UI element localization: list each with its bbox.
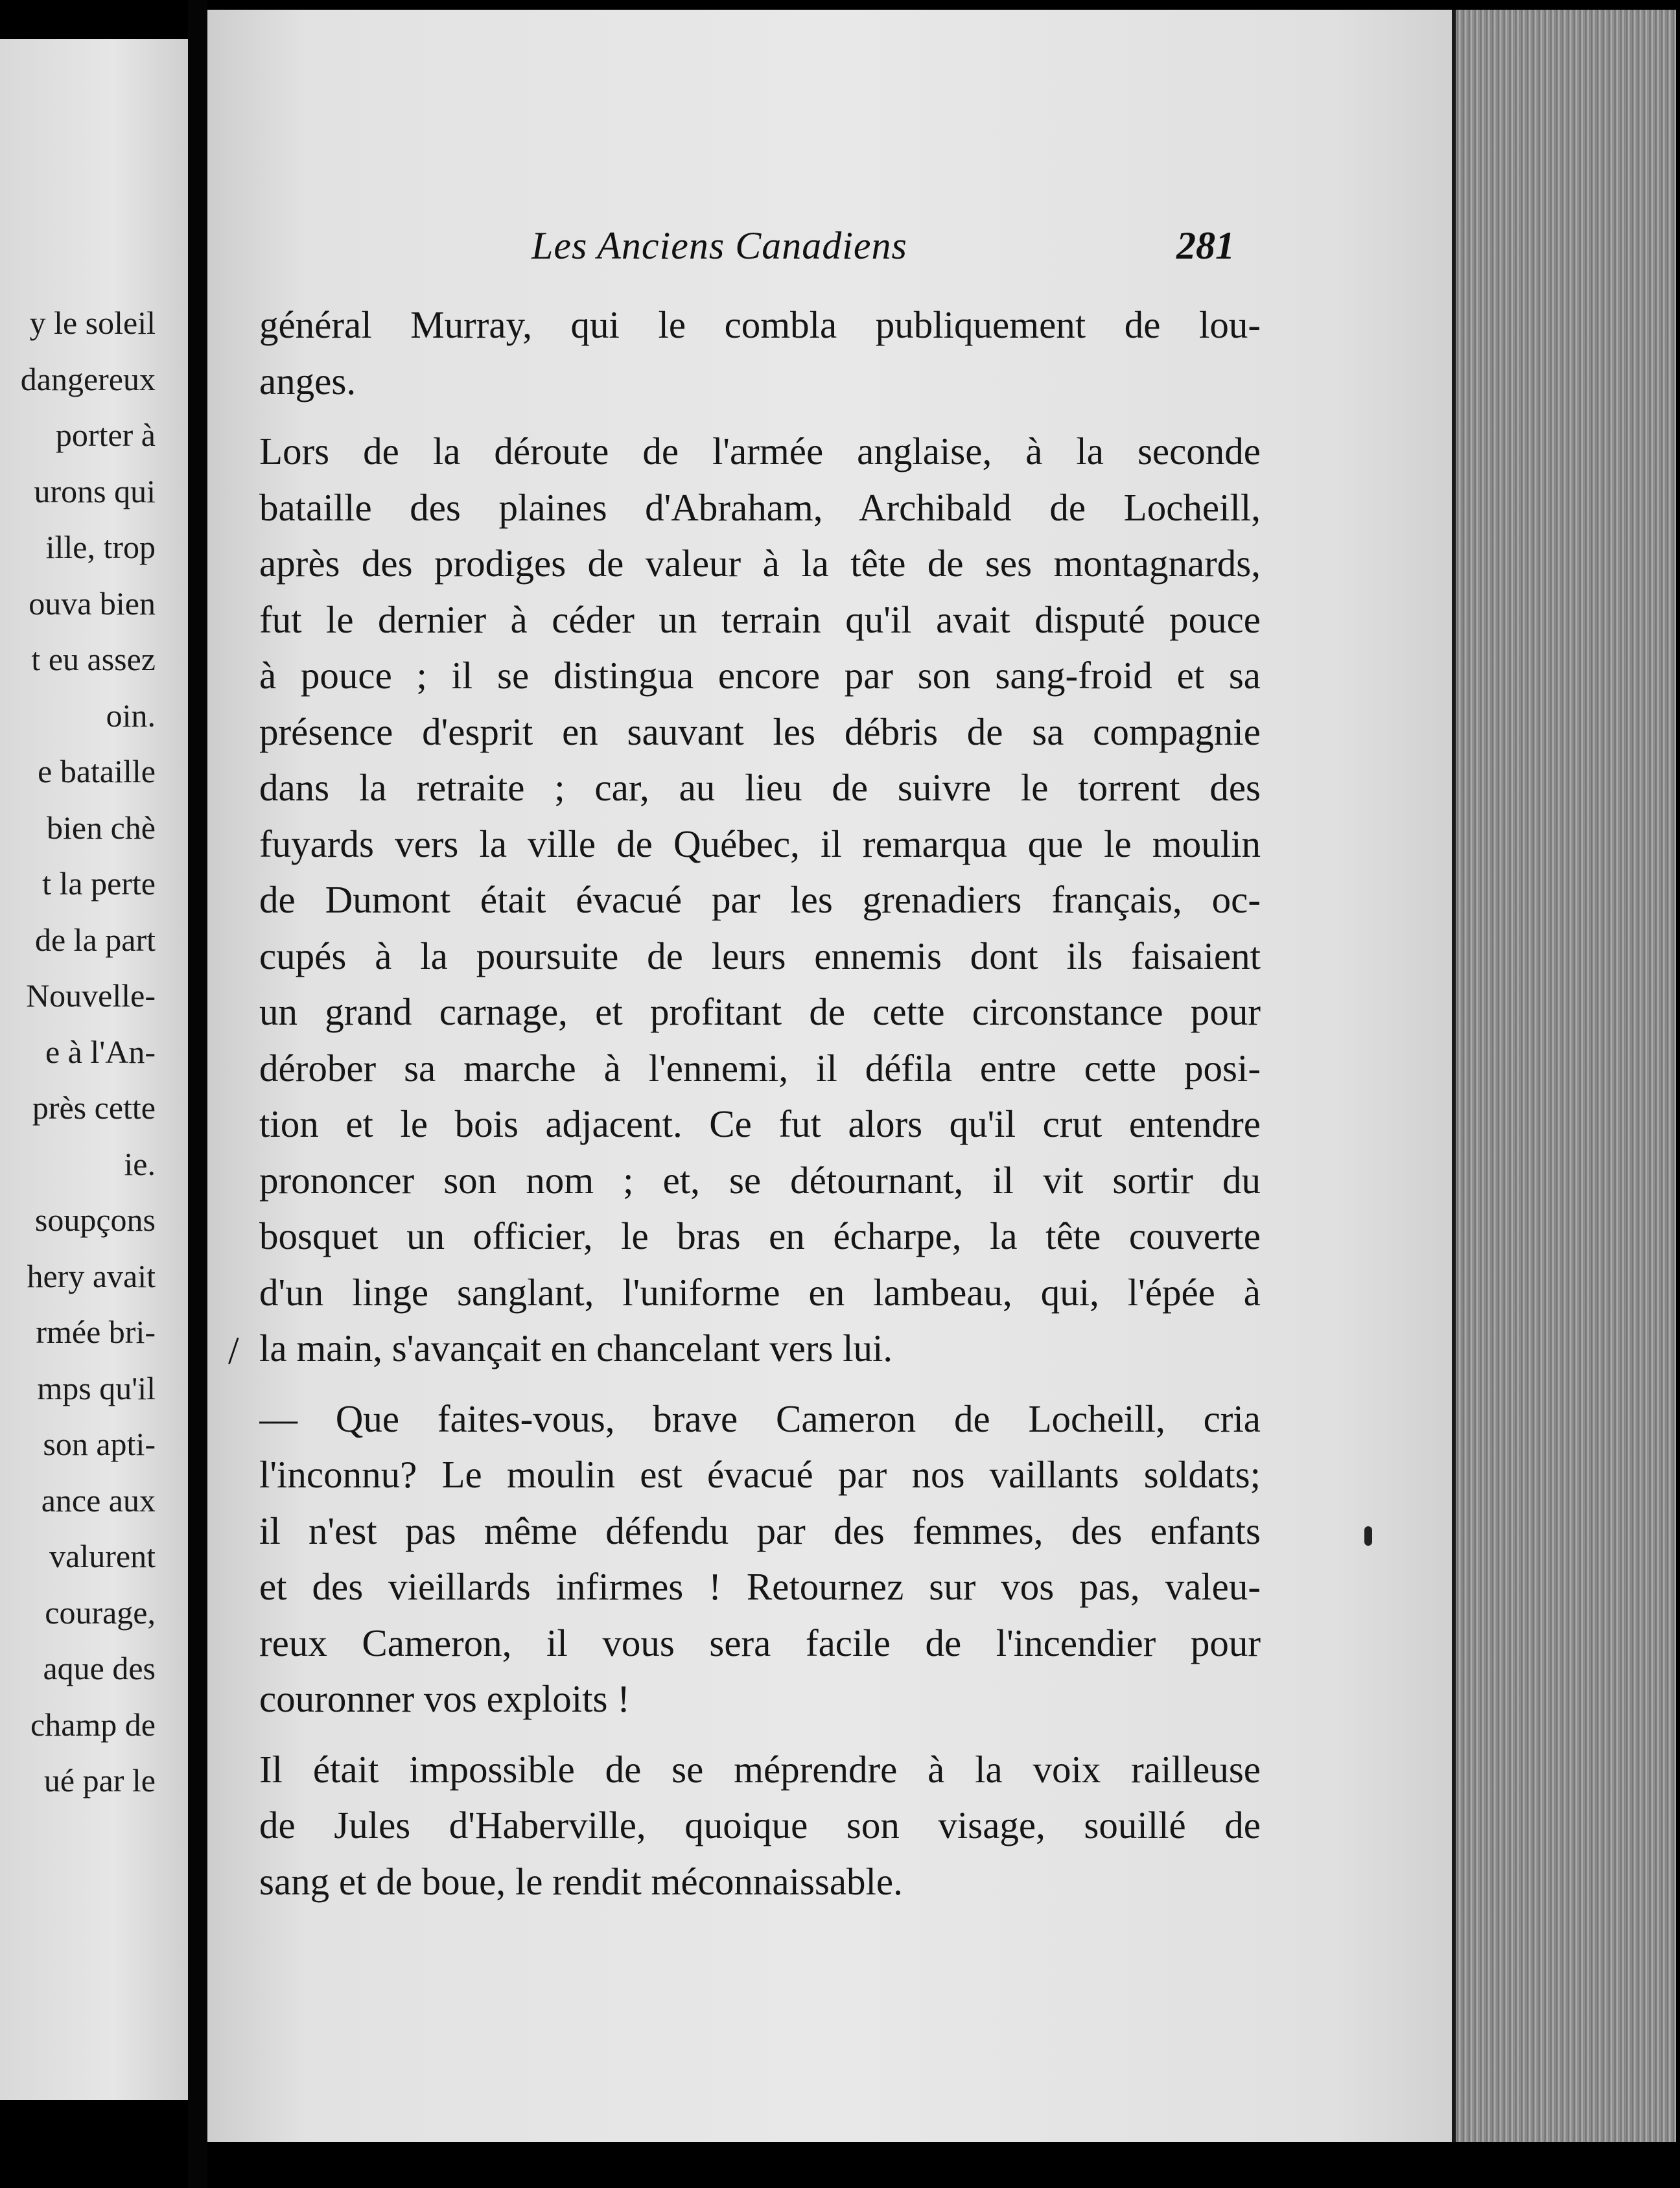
text-line: l'inconnu? Le moulin est évacué par nos vaillants soldats;: [259, 1453, 1261, 1496]
text-line: il n'est pas même défendu par des femmes, des enfants: [259, 1509, 1261, 1552]
facing-page-line: y le soleil: [29, 305, 156, 341]
text-line: sang et de boue, le rendit méconnaissable.: [259, 1859, 903, 1903]
text-line: à pouce ; il se distingua encore par son sang-froid et sa: [259, 654, 1261, 697]
facing-page-line: de la part: [34, 921, 156, 958]
facing-page-line: ance aux: [41, 1482, 156, 1519]
facing-page-line: e à l'An-: [45, 1033, 156, 1070]
text-line: Lors de la déroute de l'armée anglaise, à la seconde: [259, 430, 1261, 472]
text-line: — Que faites-vous, brave Cameron de Locheill, cria: [259, 1397, 1261, 1440]
text-line: de Dumont était évacué par les grenadiers français, oc-: [259, 878, 1261, 921]
facing-page-line: près cette: [32, 1089, 156, 1126]
facing-page-line: ouva bien: [29, 585, 156, 622]
facing-page-line: e bataille: [38, 753, 156, 789]
text-line: fuyards vers la ville de Québec, il remarqua que le moulin: [259, 822, 1261, 865]
text-line: présence d'esprit en sauvant les débris de sa compagnie: [259, 710, 1261, 753]
facing-page-line: t la perte: [42, 865, 156, 902]
text-line: Il était impossible de se méprendre à la voix railleuse: [259, 1747, 1261, 1791]
facing-page-line: dangereux: [20, 360, 156, 397]
text-line: un grand carnage, et profitant de cette circonstance pour: [259, 990, 1261, 1033]
facing-page-line: rmée bri-: [36, 1314, 156, 1350]
facing-page-line: champ de: [30, 1706, 156, 1743]
paragraph: [259, 297, 1261, 409]
text-line: tion et le bois adjacent. Ce fut alors qu'il crut entendre: [259, 1102, 1261, 1145]
facing-page-text: [0, 295, 156, 1809]
text-line: bosquet un officier, le bras en écharpe, la tête couverte: [259, 1215, 1261, 1257]
text-line: la main, s'avançait en chancelant vers lui.: [259, 1327, 893, 1369]
facing-page-line: mps qu'il: [37, 1369, 156, 1406]
text-line: dérober sa marche à l'ennemi, il défila entre cette posi-: [259, 1046, 1261, 1089]
facing-page-line: urons qui: [34, 472, 156, 509]
text-line: cupés à la poursuite de leurs ennemis dont ils faisaient: [259, 934, 1261, 977]
facing-page-line: porter à: [55, 417, 156, 453]
facing-page-line: Nouvelle-: [26, 977, 156, 1014]
text-line: prononcer son nom ; et, se détournant, il vit sortir du: [259, 1158, 1261, 1202]
facing-page-fragment: [0, 39, 188, 2100]
facing-page-line: aque des: [43, 1650, 156, 1686]
text-line: anges.: [259, 359, 356, 402]
text-line: couronner vos exploits !: [259, 1677, 630, 1720]
facing-page-line: son apti-: [43, 1426, 156, 1462]
running-title: Les Anciens Canadiens: [531, 224, 907, 267]
facing-page-line: t eu assez: [31, 641, 156, 677]
paragraph: [259, 1391, 1261, 1727]
facing-page-line: hery avait: [27, 1257, 156, 1294]
page-edges: [1452, 10, 1676, 2142]
text-line: après des prodiges de valeur à la tête de ses montagnards,: [259, 542, 1261, 585]
facing-page-line: ué par le: [43, 1762, 156, 1798]
body-text: [259, 297, 1261, 1909]
facing-page-line: soupçons: [34, 1202, 156, 1238]
facing-page-line: ille, trop: [45, 529, 156, 565]
facing-page-line: ie.: [124, 1145, 156, 1182]
text-line: dans la retraite ; car, au lieu de suivre le torrent des: [259, 766, 1261, 809]
facing-page-line: bien chè: [47, 809, 156, 846]
facing-page-line: oin.: [106, 697, 156, 734]
text-line: de Jules d'Haberville, quoique son visage, souillé de: [259, 1804, 1261, 1846]
margin-mark: /: [228, 1329, 239, 1372]
gutter: [188, 0, 207, 2188]
paragraph: [259, 423, 1261, 1377]
paragraph: [259, 1741, 1261, 1910]
ink-spot: [1364, 1526, 1372, 1546]
text-line: fut le dernier à céder un terrain qu'il avait disputé pouce: [259, 598, 1261, 641]
page-number: 281: [1176, 224, 1235, 267]
text-line: général Murray, qui le combla publiquement de lou-: [259, 303, 1261, 346]
facing-page-line: courage,: [45, 1594, 156, 1631]
text-line: bataille des plaines d'Abraham, Archibald de Locheill,: [259, 485, 1261, 529]
text-line: et des vieillards infirmes ! Retournez sur vos pas, valeu-: [259, 1565, 1261, 1608]
text-line: reux Cameron, il vous sera facile de l'incendier pour: [259, 1621, 1261, 1664]
text-line: d'un linge sanglant, l'uniforme en lambeau, qui, l'épée à: [259, 1270, 1261, 1314]
facing-page-line: valurent: [49, 1538, 156, 1574]
